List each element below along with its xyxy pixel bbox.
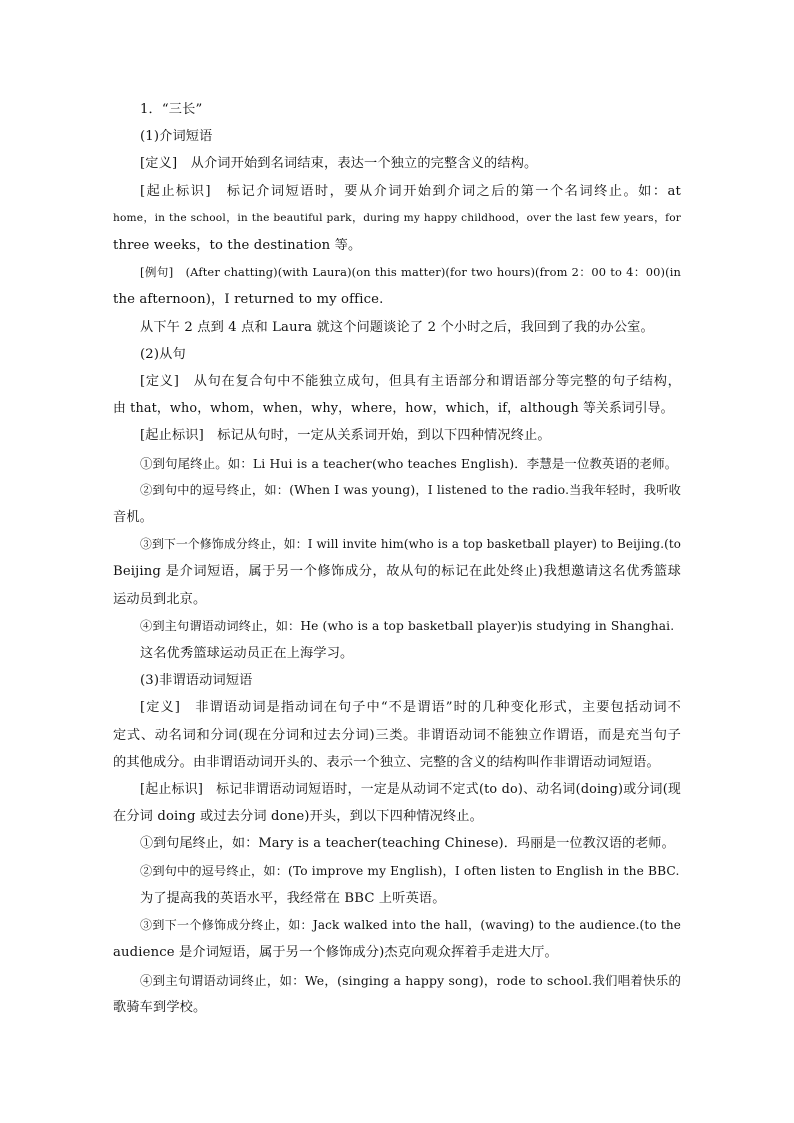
paragraph-line: [起止标识] 标记从句时，一定从关系词开始，到以下四种情况终止。	[140, 428, 551, 444]
paragraph-line: 从下午 2 点到 4 点和 Laura 就这个问题谈论了 2 个小时之后，我回到了我的办公室。	[140, 319, 654, 335]
paragraph-line: [定义] 非谓语动词是指动词在句子中“不是谓语”时的几种变化形式，主要包括动词不	[140, 700, 681, 716]
paragraph-line: 定式、动名词和分词(现在分词和过去分词)三类。非谓语动词不能独立作谓语，而是充当句子	[113, 727, 681, 743]
paragraph-line: ②到句中的逗号终止，如：(To improve my English)，I often listen to English in the BBC.	[140, 863, 680, 878]
paragraph-line: audience 是介词短语，属于另一个修饰成分)杰克向观众挥着手走进大厅。	[113, 945, 558, 961]
paragraph-line: home，in the school，in the beautiful park，during my happy childhood，over the last few years，for	[113, 211, 681, 224]
paragraph-line: 音机。	[113, 510, 154, 526]
subsection-heading: (3)非谓语动词短语	[140, 673, 253, 689]
paragraph-line: ④到主句谓语动词终止，如：We，(singing a happy song)，rode to school.我们唱着快乐的	[140, 972, 681, 988]
paragraph-line: 由 that，who，whom，when，why，where，how，which，if，although 等关系词引导。	[113, 401, 674, 417]
paragraph-line: ④到主句谓语动词终止，如：He (who is a top basketball player)is studying in Shanghai.	[140, 618, 675, 633]
paragraph-line: [起止标识] 标记介词短语时，要从介词开始到介词之后的第一个名词终止。如：at	[140, 183, 681, 199]
document-body	[113, 96, 681, 1021]
paragraph-line: ②到句中的逗号终止，如：(When I was young)，I listened to the radio.当我年轻时，我听收	[140, 482, 681, 497]
paragraph-line: ③到下一个修饰成分终止，如：I will invite him(who is a top basketball player) to Beijing.(to	[140, 537, 681, 552]
paragraph-line: 为了提高我的英语水平，我经常在 BBC 上听英语。	[140, 890, 446, 906]
paragraph-line: [定义] 从句在复合句中不能独立成句，但具有主语部分和谓语部分等完整的句子结构，	[140, 374, 681, 390]
paragraph-line: ③到下一个修饰成分终止，如：Jack walked into the hall，(waving) to the audience.(to the	[140, 918, 681, 933]
paragraph-line: 在分词 doing 或过去分词 done)开头，到以下四种情况终止。	[113, 809, 483, 825]
paragraph-line: Beijing 是介词短语，属于另一个修饰成分，故从句的标记在此处终止)我想邀请这名优秀篮球	[113, 564, 681, 580]
paragraph-line: the afternoon)，I returned to my office.	[113, 292, 384, 308]
paragraph-line: three weeks，to the destination 等。	[113, 238, 362, 254]
paragraph-line: 运动员到北京。	[113, 591, 207, 607]
paragraph-line: 的其他成分。由非谓语动词开头的、表示一个独立、完整的含义的结构叫作非谓语动词短语。	[113, 754, 660, 770]
paragraph-line: [起止标识] 标记非谓语动词短语时，一定是从动词不定式(to do)、动名词(doing)或分词(现	[140, 782, 681, 798]
paragraph-line: 歌骑车到学校。	[113, 999, 207, 1015]
section-heading: 1．“三长”	[140, 102, 203, 117]
paragraph-line: ①到句尾终止。如：Li Hui is a teacher(who teaches English)．李慧是一位教英语的老师。	[140, 455, 678, 471]
paragraph-line: 这名优秀篮球运动员正在上海学习。	[140, 646, 354, 662]
paragraph-line: [定义] 从介词开始到名词结束，表达一个独立的完整含义的结构。	[140, 156, 538, 172]
subsection-heading: (1)介词短语	[140, 129, 213, 145]
paragraph-line: ①到句尾终止，如：Mary is a teacher(teaching Chinese)．玛丽是一位教汉语的老师。	[140, 836, 675, 852]
paragraph-line: [例句] (After chatting)(with Laura)(on this matter)(for two hours)(from 2：00 to 4：00)(in	[140, 265, 681, 280]
subsection-heading: (2)从句	[140, 346, 186, 362]
